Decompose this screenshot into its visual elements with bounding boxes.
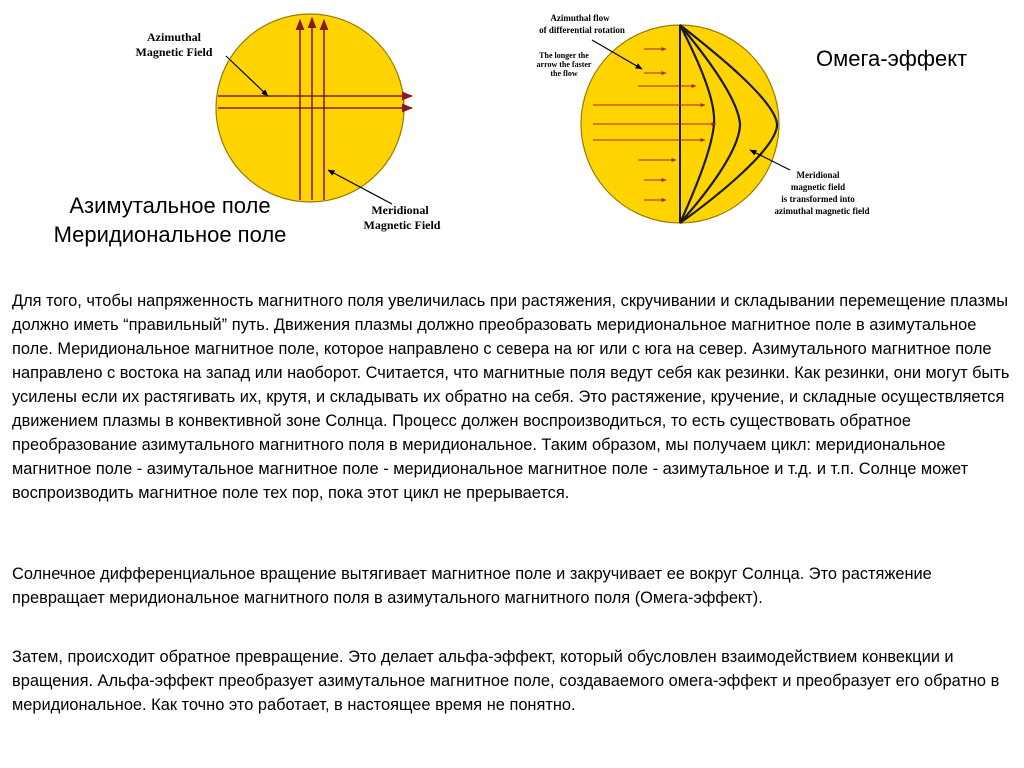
paragraph-2: Солнечное дифференциальное вращение вытягивает магнитное поле и закручивает ее вокруг Солнца. Это растяжение превращает меридиональное магнитного поля в азимутального магнитного поля (Омега-эффект). xyxy=(12,565,932,607)
label-meridional-transform-2: magnetic field xyxy=(790,182,846,192)
label-azimuthal-flow-2: of differential rotation xyxy=(539,25,625,35)
right-sun-diagram xyxy=(500,0,900,240)
omega-effect-title: Омега-эффект xyxy=(816,46,968,71)
label-azimuthal-field-2: Magnetic Field xyxy=(135,45,213,59)
label-meridional-transform-4: azimuthal magnetic field xyxy=(774,206,870,216)
label-azimuthal-field-1: Azimuthal xyxy=(147,30,201,44)
left-caption xyxy=(20,191,320,249)
caption-meridional: Меридиональное поле xyxy=(53,222,287,247)
label-meridional-transform-1: Meridional xyxy=(796,170,840,180)
label-arrow-speed-2: arrow the faster xyxy=(536,60,592,69)
label-arrow-speed-3: the flow xyxy=(550,69,578,78)
caption-azimuthal: Азимутальное поле xyxy=(69,193,271,218)
label-meridional-transform-3: is transformed into xyxy=(781,194,855,204)
paragraph-3: Затем, происходит обратное превращение. Это делает альфа-эффект, который обусловлен взаимодействием конвекции и вращения. Альфа-эффект преобразует азимутальное магнитное поле, создаваемого омега-эффект и преобразует его обратно в меридиональное. Как точно это работает, в настоящее время не понятно. xyxy=(12,648,1000,714)
label-meridional-field-1: Meridional xyxy=(371,203,429,217)
paragraph-1: Для того, чтобы напряженность магнитного поля увеличилась при растяжения, скручивании и складывании перемещение плазмы должно иметь “правильный” путь. Движения плазмы должно преобразовать меридиональное магнитное поле в азимутальное поле. Меридиональное магнитное поле, которое направлено с севера на юг или с юга на север. Азимутального магнитное поле направлено с востока на запад или наоборот. Считается, что магнитные поля ведут себя как резинки. Как резинки, они могут быть усилены если их растягивать их, крутя, и складывать их обратно на себя. Это растяжение, кручение, и складные осуществляется движением плазмы в конвективной зоне Солнца. Процесс должен воспроизводиться, то есть существовать обратное преобразование азимутального магнитного поля в меридиональное. Таким образом, мы получаем цикл: меридиональное магнитное поле - азимутальное магнитное поле - меридиональное магнитное поле - азимутальное и т.д. и т.п. Солнце может воспроизводить магнитное поле тех пор, пока этот цикл не прерывается. xyxy=(12,292,1010,502)
label-meridional-field-2: Magnetic Field xyxy=(363,218,441,232)
label-azimuthal-flow-1: Azimuthal flow xyxy=(550,13,610,23)
label-arrow-speed-1: The longer the xyxy=(539,51,589,60)
